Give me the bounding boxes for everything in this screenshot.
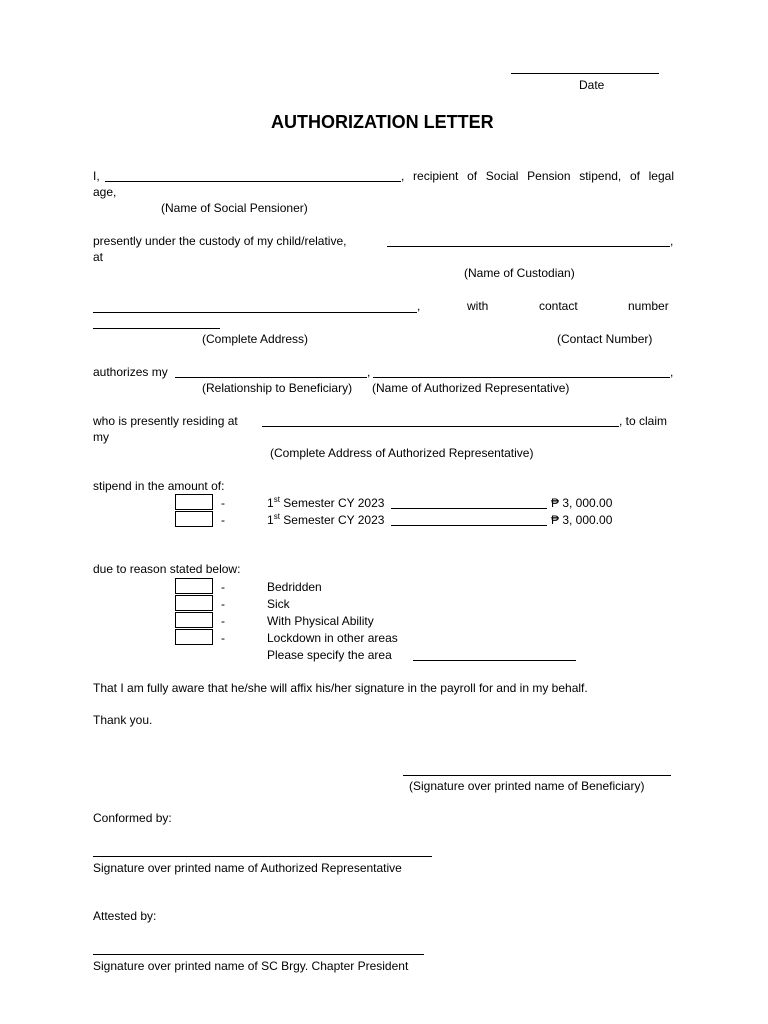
stipend-ord-1: 1 [267,496,274,510]
stipend-ord-2: 1 [267,513,274,527]
stipend-line-1[interactable] [391,508,547,509]
para1-wrap: age, [93,185,117,199]
stipend-checkbox-1[interactable] [175,494,213,510]
beneficiary-signature-caption: (Signature over printed name of Beneficiary) [409,779,645,793]
para2-prefix: presently under the custody of my child/relative, [93,234,347,248]
complete-address-line[interactable] [93,312,417,313]
complete-address-caption: (Complete Address) [202,332,309,346]
representative-address-line[interactable] [262,426,619,427]
stipend-line-2[interactable] [391,525,547,526]
reason-text-lockdown: Lockdown in other areas [267,631,398,645]
stipend-semester-2 [267,513,384,527]
para2-suffix: , [670,234,674,248]
para2-wrap: at [93,250,104,264]
reason-text-sick: Sick [267,597,290,611]
reason-label: due to reason stated below: [93,562,241,576]
statement-text: That I am fully aware that he/she will affix his/her signature in the payroll for and in my behalf. [93,681,588,695]
para4-comma: , [367,365,371,379]
contact-number-caption: (Contact Number) [557,332,653,346]
stipend-checkbox-2[interactable] [175,511,213,527]
stipend-amount-2: ₱ 3, 000.00 [551,513,613,527]
representative-signature-caption: Signature over printed name of Authorized Representative [93,861,402,875]
reason-checkbox-sick[interactable] [175,595,213,611]
pensioner-name-caption: (Name of Social Pensioner) [161,201,308,215]
stipend-text-2: Semester CY 2023 [283,513,385,527]
date-label: Date [579,78,605,92]
representative-address-caption: (Complete Address of Authorized Representative) [270,446,534,460]
relationship-caption: (Relationship to Beneficiary) [202,381,353,395]
reason-dash-3: - [221,614,225,628]
reason-dash-4: - [221,631,225,645]
reason-text-bedridden: Bedridden [267,580,322,594]
conformed-label: Conformed by: [93,811,172,825]
representative-name-caption: (Name of Authorized Representative) [372,381,570,395]
stipend-sup-2: st [273,512,280,521]
reason-dash-1: - [221,580,225,594]
specify-area-line[interactable] [413,660,576,661]
president-signature-caption: Signature over printed name of SC Brgy. Chapter President [93,959,409,973]
para4-prefix: authorizes my [93,365,168,379]
para3-with: with [467,299,489,313]
reason-checkbox-bedridden[interactable] [175,578,213,594]
reason-checkbox-physical[interactable] [175,612,213,628]
attested-label: Attested by: [93,909,157,923]
custodian-name-caption: (Name of Custodian) [464,266,575,280]
specify-area-label: Please specify the area [267,648,392,662]
para3-contact: contact [539,299,578,313]
stipend-semester-1 [267,496,384,510]
para5-suffix: , to claim [619,414,668,428]
relationship-line[interactable] [175,377,367,378]
stipend-text-1: Semester CY 2023 [283,496,385,510]
para3-number: number [628,299,669,313]
custodian-name-line[interactable] [387,246,670,247]
contact-number-line[interactable] [93,328,220,329]
representative-name-line[interactable] [373,377,670,378]
thank-you-text: Thank you. [93,713,153,727]
stipend-dash-2: - [221,513,225,527]
stipend-dash-1: - [221,496,225,510]
stipend-amount-1: ₱ 3, 000.00 [551,496,613,510]
president-signature-line[interactable] [93,954,424,955]
page-title: AUTHORIZATION LETTER [271,112,494,132]
para1-prefix: I, [93,169,100,183]
para4-end-comma: , [670,365,674,379]
para5-prefix: who is presently residing at [93,414,238,428]
para5-wrap: my [93,430,109,444]
date-line[interactable] [511,73,659,74]
reason-dash-2: - [221,597,225,611]
reason-text-physical: With Physical Ability [267,614,374,628]
pensioner-name-line[interactable] [105,181,401,182]
stipend-label: stipend in the amount of: [93,479,225,493]
beneficiary-signature-line[interactable] [403,775,671,776]
representative-signature-line[interactable] [93,856,432,857]
para1-suffix: , recipient of Social Pension stipend, of legal [401,169,674,183]
stipend-sup-1: st [273,495,280,504]
reason-checkbox-lockdown[interactable] [175,629,213,645]
para3-comma: , [417,299,421,313]
